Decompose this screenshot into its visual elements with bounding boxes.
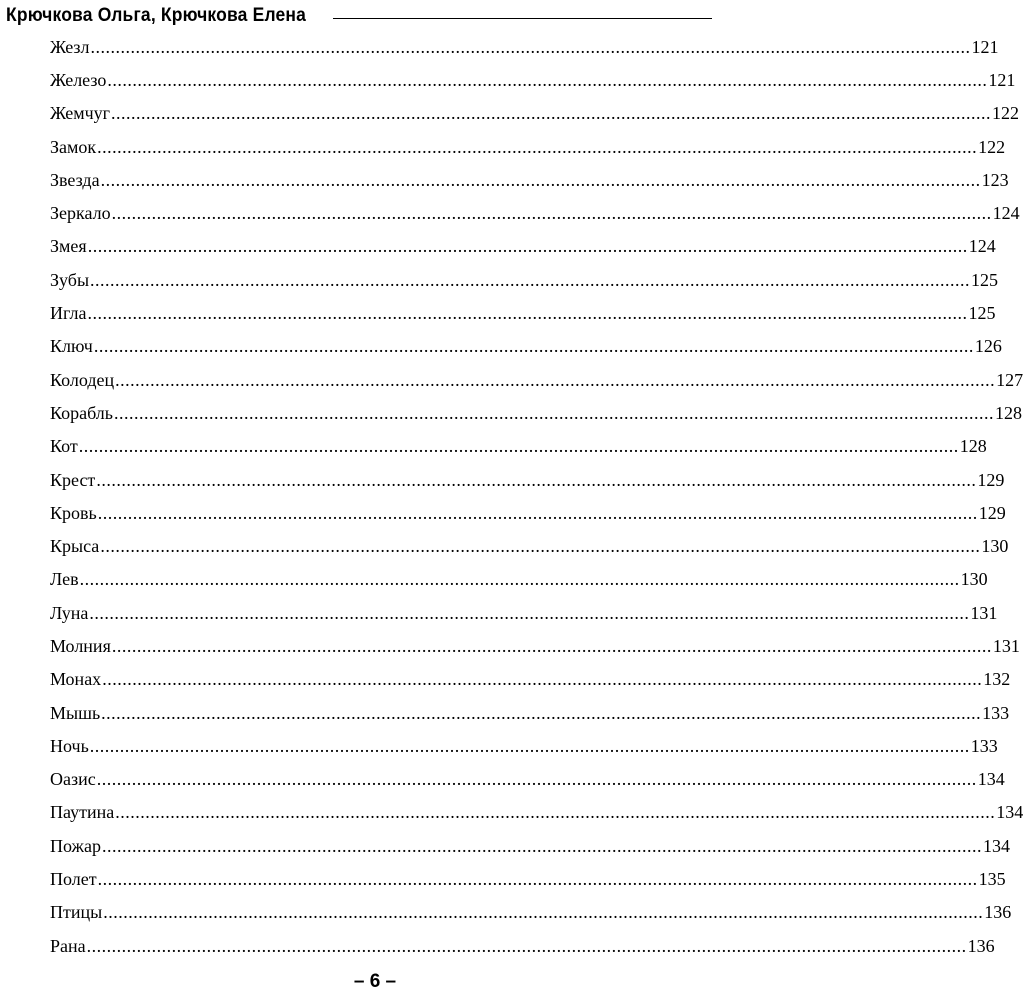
toc-leader-dots: ................................................................................................................................................................................	[79, 569, 960, 590]
toc-entry-page: 124	[992, 203, 1020, 224]
toc-leader-dots: ................................................................................................................................................................................	[78, 436, 959, 457]
toc-entry-page: 133	[970, 735, 998, 756]
toc-entry	[50, 363, 1023, 396]
table-of-contents	[50, 30, 1023, 962]
toc-entry-title: Рана	[50, 935, 86, 956]
toc-entry-page: 121	[971, 36, 999, 57]
toc-leader-dots: ................................................................................................................................................................................	[107, 69, 988, 90]
toc-entry-page: 130	[981, 536, 1009, 557]
toc-entry-title: Крыса	[50, 536, 100, 557]
toc-entry	[50, 929, 995, 962]
toc-entry-title: Луна	[50, 602, 89, 623]
toc-entry	[50, 463, 1005, 496]
toc-entry-title: Кот	[50, 436, 78, 457]
toc-entry-title: Звезда	[50, 169, 100, 190]
toc-entry-page: 122	[992, 103, 1020, 124]
toc-entry-page: 126	[974, 336, 1002, 357]
toc-leader-dots: ................................................................................................................................................................................	[86, 935, 967, 956]
toc-entry	[50, 263, 999, 296]
toc-entry-page: 131	[992, 635, 1020, 656]
toc-entry-title: Колодец	[50, 369, 115, 390]
toc-leader-dots: ................................................................................................................................................................................	[100, 536, 981, 557]
running-header	[6, 3, 712, 29]
toc-leader-dots: ................................................................................................................................................................................	[101, 835, 982, 856]
toc-entry	[50, 862, 1006, 895]
toc-entry-title: Корабль	[50, 402, 113, 423]
toc-entry	[50, 396, 1022, 429]
toc-entry-page: 134	[996, 802, 1023, 823]
toc-entry-title: Игла	[50, 303, 87, 324]
toc-leader-dots: ................................................................................................................................................................................	[89, 735, 970, 756]
toc-entry-page: 122	[978, 136, 1006, 157]
toc-entry-title: Оазис	[50, 769, 96, 790]
toc-leader-dots: ................................................................................................................................................................................	[97, 502, 978, 523]
toc-leader-dots: ................................................................................................................................................................................	[96, 769, 977, 790]
toc-entry	[50, 97, 1020, 130]
toc-entry-page: 128	[995, 402, 1022, 423]
toc-leader-dots: ................................................................................................................................................................................	[87, 303, 968, 324]
toc-leader-dots: ................................................................................................................................................................................	[111, 635, 992, 656]
toc-entry	[50, 430, 987, 463]
toc-entry-page: 134	[977, 769, 1005, 790]
toc-entry	[50, 829, 1010, 862]
toc-leader-dots: ................................................................................................................................................................................	[101, 702, 982, 723]
toc-entry-title: Лев	[50, 569, 79, 590]
toc-entry-page: 129	[978, 502, 1006, 523]
toc-entry	[50, 296, 996, 329]
toc-leader-dots: ................................................................................................................................................................................	[115, 369, 996, 390]
toc-entry-title: Паутина	[50, 802, 115, 823]
toc-entry-title: Пожар	[50, 835, 101, 856]
toc-entry	[50, 629, 1020, 662]
toc-entry-page: 121	[988, 69, 1016, 90]
toc-entry-page: 136	[967, 935, 995, 956]
toc-entry-title: Монах	[50, 669, 102, 690]
toc-entry-title: Кровь	[50, 502, 97, 523]
toc-entry-title: Полет	[50, 869, 97, 890]
toc-entry	[50, 230, 996, 263]
header-title: Крючкова Ольга, Крючкова Елена	[6, 5, 307, 26]
toc-leader-dots: ................................................................................................................................................................................	[89, 602, 970, 623]
toc-entry	[50, 896, 1012, 929]
toc-entry	[50, 330, 1002, 363]
toc-entry-page: 127	[996, 369, 1023, 390]
toc-entry	[50, 696, 1010, 729]
toc-leader-dots: ................................................................................................................................................................................	[115, 802, 996, 823]
toc-leader-dots: ................................................................................................................................................................................	[87, 236, 968, 257]
toc-entry	[50, 763, 1005, 796]
toc-entry-title: Молния	[50, 635, 111, 656]
toc-entry-title: Ночь	[50, 735, 89, 756]
toc-leader-dots: ................................................................................................................................................................................	[111, 203, 992, 224]
toc-leader-dots: ................................................................................................................................................................................	[97, 869, 978, 890]
toc-leader-dots: ................................................................................................................................................................................	[114, 402, 994, 423]
toc-entry-title: Ключ	[50, 336, 93, 357]
toc-entry-title: Зеркало	[50, 203, 111, 224]
toc-leader-dots: ................................................................................................................................................................................	[93, 336, 974, 357]
toc-entry-title: Мышь	[50, 702, 101, 723]
toc-entry-page: 134	[982, 835, 1010, 856]
toc-leader-dots: ................................................................................................................................................................................	[90, 36, 971, 57]
toc-entry	[50, 729, 998, 762]
toc-entry	[50, 663, 1011, 696]
toc-entry-page: 129	[977, 469, 1005, 490]
toc-entry	[50, 196, 1020, 229]
toc-entry-page: 136	[984, 902, 1012, 923]
toc-entry-page: 124	[968, 236, 996, 257]
toc-entry-page: 130	[960, 569, 988, 590]
toc-leader-dots: ................................................................................................................................................................................	[102, 669, 983, 690]
toc-entry-page: 128	[959, 436, 987, 457]
toc-entry	[50, 63, 1016, 96]
toc-entry	[50, 163, 1009, 196]
toc-entry	[50, 796, 1023, 829]
toc-entry	[50, 529, 1009, 562]
toc-entry-page: 135	[978, 869, 1006, 890]
toc-entry-page: 132	[983, 669, 1011, 690]
header-rule	[333, 18, 712, 19]
toc-entry	[50, 496, 1006, 529]
toc-entry-title: Птицы	[50, 902, 103, 923]
toc-entry-title: Жезл	[50, 36, 90, 57]
toc-leader-dots: ................................................................................................................................................................................	[111, 103, 992, 124]
toc-entry-title: Зубы	[50, 269, 90, 290]
toc-entry-page: 133	[982, 702, 1010, 723]
toc-entry	[50, 596, 998, 629]
toc-entry-title: Крест	[50, 469, 96, 490]
page-number: – 6 –	[353, 971, 397, 992]
toc-entry	[50, 130, 1006, 163]
toc-entry	[50, 563, 988, 596]
toc-entry	[50, 30, 999, 63]
toc-entry-title: Железо	[50, 69, 107, 90]
toc-leader-dots: ................................................................................................................................................................................	[103, 902, 984, 923]
toc-leader-dots: ................................................................................................................................................................................	[100, 169, 981, 190]
toc-leader-dots: ................................................................................................................................................................................	[90, 269, 971, 290]
toc-entry-title: Замок	[50, 136, 97, 157]
toc-entry-page: 125	[971, 269, 999, 290]
toc-leader-dots: ................................................................................................................................................................................	[97, 136, 978, 157]
toc-entry-page: 123	[981, 169, 1009, 190]
toc-entry-page: 125	[968, 303, 996, 324]
toc-entry-title: Змея	[50, 236, 87, 257]
toc-leader-dots: ................................................................................................................................................................................	[96, 469, 977, 490]
toc-entry-page: 131	[970, 602, 998, 623]
toc-entry-title: Жемчуг	[50, 103, 111, 124]
